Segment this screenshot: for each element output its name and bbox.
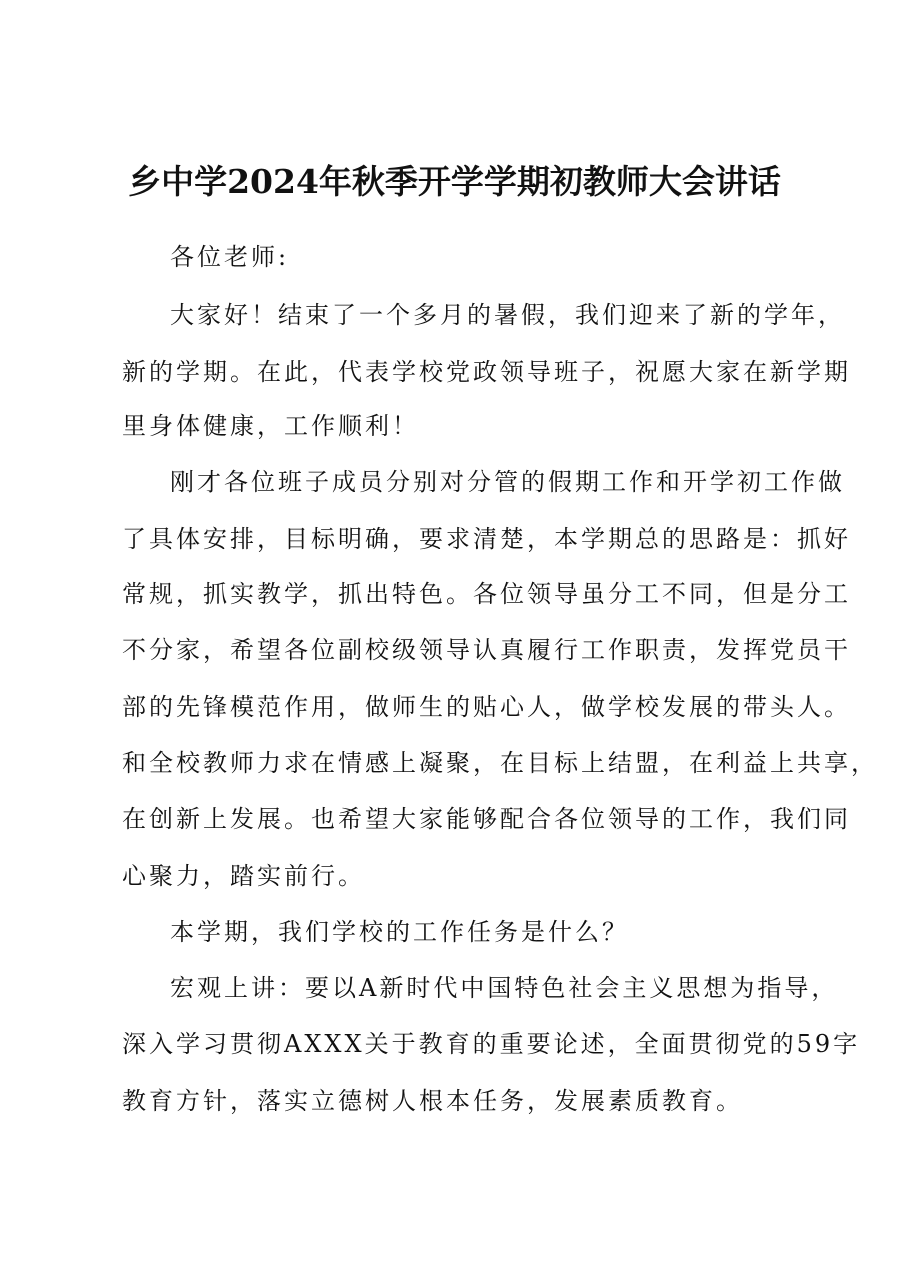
paragraph-line: 深入学习贯彻AXXX关于教育的重要论述，全面贯彻党的59字 [122, 1030, 861, 1058]
paragraph-line: 刚才各位班子成员分别对分管的假期工作和开学初工作做 [170, 468, 845, 496]
paragraph-line: 新的学期。在此，代表学校党政领导班子，祝愿大家在新学期 [122, 358, 851, 386]
paragraph-line: 了具体安排，目标明确，要求清楚，本学期总的思路是：抓好 [122, 525, 851, 553]
paragraph-line: 在创新上发展。也希望大家能够配合各位领导的工作，我们同 [122, 805, 851, 833]
paragraph-line: 本学期，我们学校的工作任务是什么？ [170, 918, 629, 946]
paragraph-line: 不分家，希望各位副校级领导认真履行工作职责，发挥党员干 [122, 636, 851, 664]
paragraph-line: 和全校教师力求在情感上凝聚，在目标上结盟，在利益上共享， [122, 749, 878, 777]
paragraph-line: 心聚力，踏实前行。 [122, 862, 365, 890]
salutation: 各位老师: [170, 243, 290, 271]
paragraph-line: 部的先锋模范作用，做师生的贴心人，做学校发展的带头人。 [122, 693, 851, 721]
paragraph-line: 大家好！结束了一个多月的暑假，我们迎来了新的学年， [170, 301, 845, 329]
paragraph-line: 常规，抓实教学，抓出特色。各位领导虽分工不同，但是分工 [122, 580, 851, 608]
paragraph-line: 宏观上讲：要以A新时代中国特色社会主义思想为指导， [170, 974, 839, 1002]
document-title: 乡中学2024年秋季开学学期初教师大会讲话 [128, 162, 781, 201]
paragraph-line: 教育方针，落实立德树人根本任务，发展素质教育。 [122, 1087, 743, 1115]
paragraph-line: 里身体健康，工作顺利！ [122, 412, 419, 440]
